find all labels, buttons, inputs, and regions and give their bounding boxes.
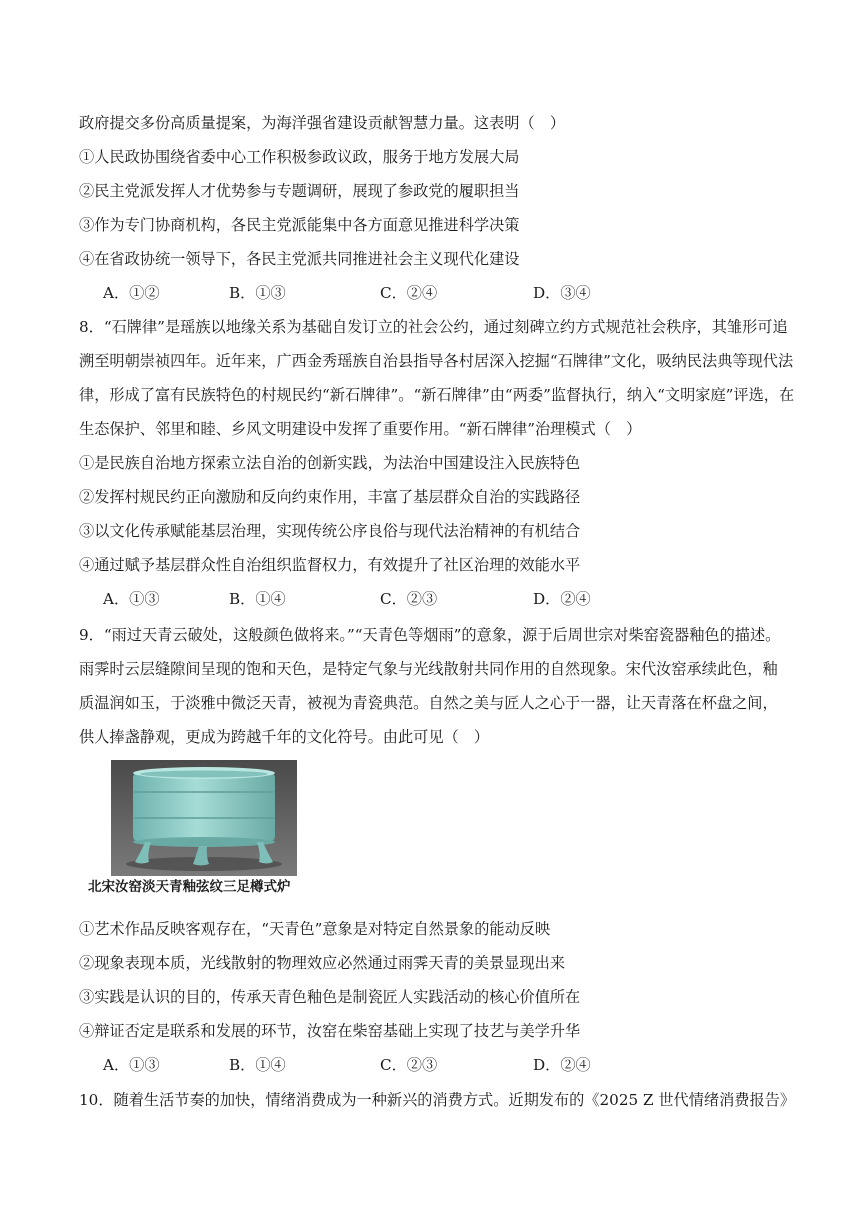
q7-option-3: ③作为专门协商机构，各民主党派能集中各方面意见推进科学决策 xyxy=(79,216,520,234)
q9-choice-d[interactable]: D．②④ xyxy=(533,1056,591,1074)
figure-caption: 北宋汝窑淡天青釉弦纹三足樽式炉 xyxy=(88,879,291,895)
q8-option-4: ④通过赋予基层群众性自治组织监督权力，有效提升了社区治理的效能水平 xyxy=(79,556,581,574)
q9-option-2: ②现象表现本质，光线散射的物理效应必然通过雨霁天青的美景显现出来 xyxy=(79,954,565,972)
q7-stem-end: 政府提交多份高质量提案，为海洋强省建设贡献智慧力量。这表明（ ） xyxy=(79,114,565,132)
q8-stem-line-2: 溯至明朝崇祯四年。近年来，广西金秀瑶族自治县指导各村居深入挖掘“石牌律”文化，吸纳民法典等现代法 xyxy=(79,352,794,370)
q9-stem-line-3: 质温润如玉，于淡雅中微泛天青，被视为青瓷典范。自然之美与匠人之心于一器，让天青落在杯盘之间， xyxy=(79,694,778,712)
q7-option-2: ②民主党派发挥人才优势参与专题调研，展现了参政党的履职担当 xyxy=(79,182,520,200)
q9-stem-line-4: 供人捧盏静观，更成为跨越千年的文化符号。由此可见（ ） xyxy=(79,728,490,746)
q9-choice-b[interactable]: B．①④ xyxy=(229,1056,286,1074)
q8-answer-choices xyxy=(103,588,783,610)
q8-choice-a[interactable]: A．①③ xyxy=(103,590,160,608)
q7-choice-d[interactable]: D．③④ xyxy=(533,284,591,302)
q8-choice-c[interactable]: C．②③ xyxy=(380,590,438,608)
q7-choice-c[interactable]: C．②④ xyxy=(380,284,438,302)
censer-illustration xyxy=(111,760,297,876)
q8-stem-line-3: 律，形成了富有民族特色的村规民约“新石牌律”。“新石牌律”由“两委”监督执行，纳入“文明家庭”评选，在 xyxy=(79,386,795,404)
q9-choice-a[interactable]: A．①③ xyxy=(103,1056,160,1074)
q7-option-1: ①人民政协围绕省委中心工作积极参政议政，服务于地方发展大局 xyxy=(79,148,520,166)
ru-ware-tripod-censer-image xyxy=(111,760,297,876)
q9-option-4: ④辩证否定是联系和发展的环节，汝窑在柴窑基础上实现了技艺与美学升华 xyxy=(79,1022,581,1040)
q8-stem-line-4: 生态保护、邻里和睦、乡风文明建设中发挥了重要作用。“新石牌律”治理模式（ ） xyxy=(79,420,642,438)
q8-choice-b[interactable]: B．①④ xyxy=(229,590,286,608)
q9-answer-choices xyxy=(103,1054,783,1076)
q9-option-1: ①艺术作品反映客观存在，“天青色”意象是对特定自然景象的能动反映 xyxy=(79,920,551,938)
q8-option-2: ②发挥村规民约正向激励和反向约束作用，丰富了基层群众自治的实践路径 xyxy=(79,488,581,506)
q9-stem-line-1: 9．“雨过天青云破处，这般颜色做将来。”“天青色等烟雨”的意象，源于后周世宗对柴窑瓷器釉色的描述。 xyxy=(79,626,781,644)
q8-option-3: ③以文化传承赋能基层治理，实现传统公序良俗与现代法治精神的有机结合 xyxy=(79,522,581,540)
q8-stem-line-1: 8．“石牌律”是瑶族以地缘关系为基础自发订立的社会公约，通过刻碑立约方式规范社会秩序，其雏形可追 xyxy=(79,318,788,336)
q7-answer-choices xyxy=(103,282,783,304)
q8-option-1: ①是民族自治地方探索立法自治的创新实践，为法治中国建设注入民族特色 xyxy=(79,454,581,472)
q9-option-3: ③实践是认识的目的，传承天青色釉色是制瓷匠人实践活动的核心价值所在 xyxy=(79,988,581,1006)
q7-option-4: ④在省政协统一领导下，各民主党派共同推进社会主义现代化建设 xyxy=(79,250,520,268)
q7-choice-a[interactable]: A．①② xyxy=(103,284,160,302)
q10-stem-line-1: 10．随着生活节奏的加快，情绪消费成为一种新兴的消费方式。近期发布的《2025 Z 世代情绪消费报告》 xyxy=(79,1091,796,1109)
q9-choice-c[interactable]: C．②③ xyxy=(380,1056,438,1074)
q7-choice-b[interactable]: B．①③ xyxy=(229,284,286,302)
q8-choice-d[interactable]: D．②④ xyxy=(533,590,591,608)
q9-stem-line-2: 雨霁时云层缝隙间呈现的饱和天色，是特定气象与光线散射共同作用的自然现象。宋代汝窑承续此色，釉 xyxy=(79,660,778,678)
